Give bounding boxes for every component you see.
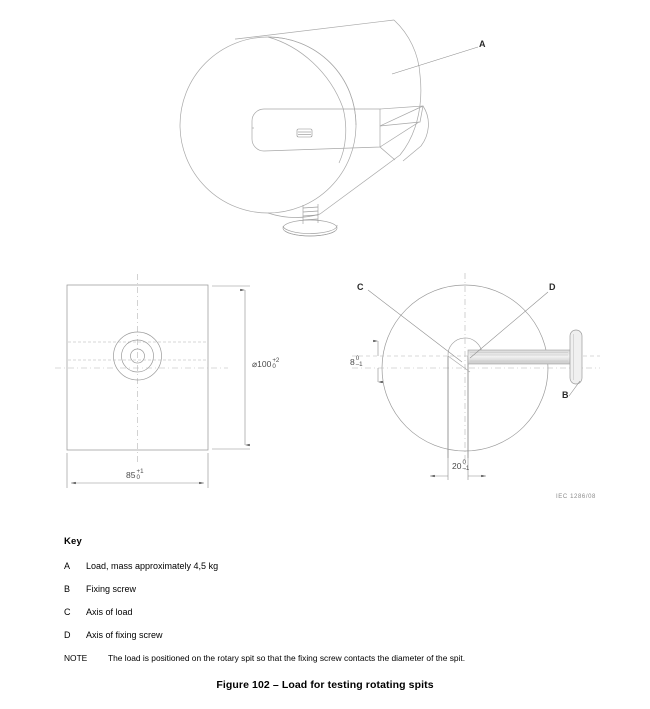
leader-label-b: B (562, 390, 569, 400)
key-text-d: Axis of fixing screw (86, 630, 163, 640)
dimension-diameter-100: ⌀100 +2 0 (252, 357, 280, 371)
key-letter-c: C (64, 607, 71, 617)
side-view (352, 273, 600, 480)
leader-label-c: C (357, 282, 364, 292)
key-item-a (64, 561, 594, 571)
key-item-d (64, 630, 594, 640)
leader-label-a: A (479, 39, 486, 49)
key-title: Key (64, 536, 83, 547)
note-text: The load is positioned on the rotary spit so that the fixing screw contacts the diameter of the spit. (108, 653, 466, 663)
key-text-b: Fixing screw (86, 584, 137, 594)
iec-reference-code: IEC 1286/08 (556, 494, 596, 500)
note-label: NOTE (64, 653, 88, 663)
dimension-slot-20: 20 0 –1 (452, 459, 470, 473)
key-block (64, 536, 594, 663)
note-row (64, 653, 594, 663)
figure-caption: Figure 102 – Load for testing rotating spits (216, 679, 434, 691)
dimension-width-85: 85 +1 0 (126, 468, 144, 482)
dimension-height-8: 8 0 –1 (350, 355, 363, 369)
key-letter-b: B (64, 584, 71, 594)
key-text-a: Load, mass approximately 4,5 kg (86, 561, 219, 571)
key-text-c: Axis of load (86, 607, 133, 617)
isometric-view (180, 20, 478, 236)
key-letter-d: D (64, 630, 71, 640)
leader-label-d: D (549, 282, 556, 292)
key-item-b (64, 584, 594, 594)
front-view (55, 274, 250, 488)
key-item-c (64, 607, 594, 617)
key-letter-a: A (64, 561, 71, 571)
